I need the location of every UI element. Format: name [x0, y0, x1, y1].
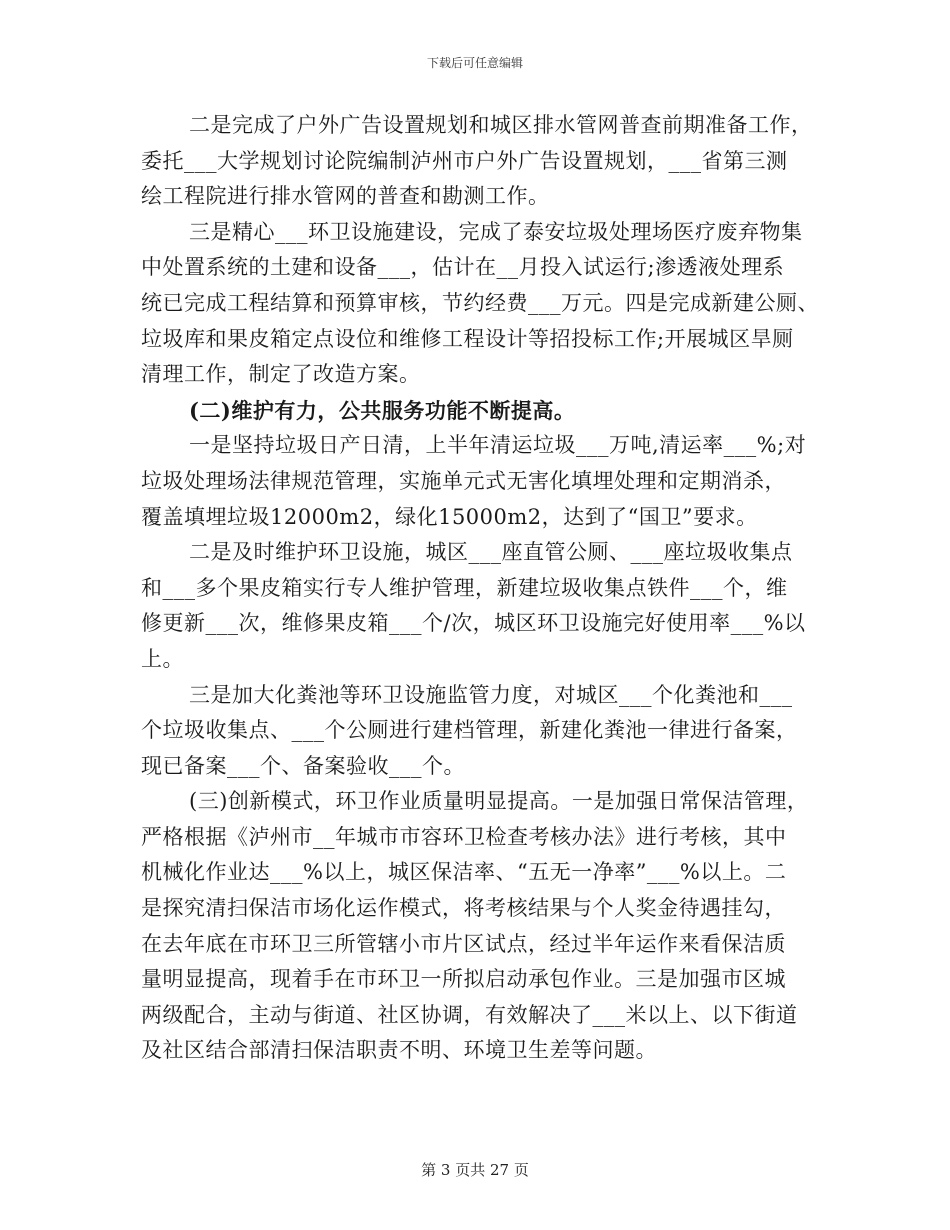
paragraph-line: 一是坚持垃圾日产日清，上半年清运垃圾___万吨,清运率___%;对 [189, 433, 807, 458]
section-heading: (二)维护有力，公共服务功能不断提高。 [189, 397, 576, 423]
paragraph-line: 统已完成工程结算和预算审核，节约经费___万元。四是完成新建公厕、 [141, 290, 819, 315]
paragraph-line: (三)创新模式，环卫作业质量明显提高。一是加强日常保洁管理， [189, 789, 809, 814]
page-header: 下载后可任意编辑 [426, 56, 523, 70]
paragraph-line: 修更新___次，维修果皮箱___个/次，城区环卫设施完好使用率___%以 [141, 611, 806, 636]
paragraph-line: 中处置系统的土建和设备___，估计在__月投入试运行;渗透液处理系 [141, 255, 785, 280]
paragraph-line: 和___多个果皮箱实行专人维护管理，新建垃圾收集点铁件___个，维 [141, 575, 788, 600]
paragraph-line: 委托___大学规划讨论院编制泸州市户外广告设置规划，___省第三测 [141, 148, 788, 173]
paragraph-line: 绘工程院进行排水管网的普查和勘测工作。 [141, 184, 550, 209]
paragraph-line: 在去年底在市环卫三所管辖小市片区试点，经过半年运作来看保洁质 [141, 931, 786, 956]
paragraph-line: 量明显提高，现着手在市环卫一所拟启动承包作业。三是加强市区城 [141, 967, 786, 992]
paragraph-line: 是探究清扫保洁市场化运作模式，将考核结果与个人奖金待遇挂勾， [141, 896, 786, 921]
page-footer: 第 3 页共 27 页 [421, 1161, 529, 1179]
paragraph-line: 机械化作业达___%以上，城区保洁率、“五无一净率”___%以上。二 [141, 860, 787, 885]
paragraph-line: 两级配合，主动与街道、社区协调，有效解决了___米以上、以下街道 [141, 1002, 798, 1027]
paragraph-line: 严格根据《泸州市__年城市市容环卫检查考核办法》进行考核，其中 [141, 824, 787, 849]
paragraph-line: 垃圾处理场法律规范管理，实施单元式无害化填埋处理和定期消杀， [141, 468, 786, 493]
paragraph-line: 个垃圾收集点、___个公厕进行建档管理，新建化粪池一律进行备案， [141, 718, 798, 743]
paragraph-line: 二是完成了户外广告设置规划和城区排水管网普查前期准备工作， [189, 113, 813, 137]
paragraph-line: 覆盖填埋垃圾12000m2，绿化15000m2，达到了“国卫”要求。 [141, 504, 758, 529]
document-body [141, 108, 821, 1069]
paragraph-line: 现已备案___个、备案验收___个。 [141, 753, 465, 778]
paragraph-line: 清理工作，制定了改造方案。 [141, 362, 421, 387]
paragraph-line: 二是及时维护环卫设施，城区___座直管公厕、___座垃圾收集点 [189, 540, 793, 565]
paragraph-line: 及社区结合部清扫保洁职责不明、环境卫生差等问题。 [141, 1038, 657, 1063]
paragraph-line: 三是精心___环卫设施建设，完成了泰安垃圾处理场医疗废弃物集 [189, 219, 803, 244]
paragraph-line: 三是加大化粪池等环卫设施监管力度，对城区___个化粪池和___ [189, 682, 793, 707]
paragraph-line: 上。 [141, 646, 184, 671]
paragraph-line: 垃圾库和果皮箱定点设位和维修工程设计等招投标工作;开展城区旱厕 [141, 326, 794, 351]
